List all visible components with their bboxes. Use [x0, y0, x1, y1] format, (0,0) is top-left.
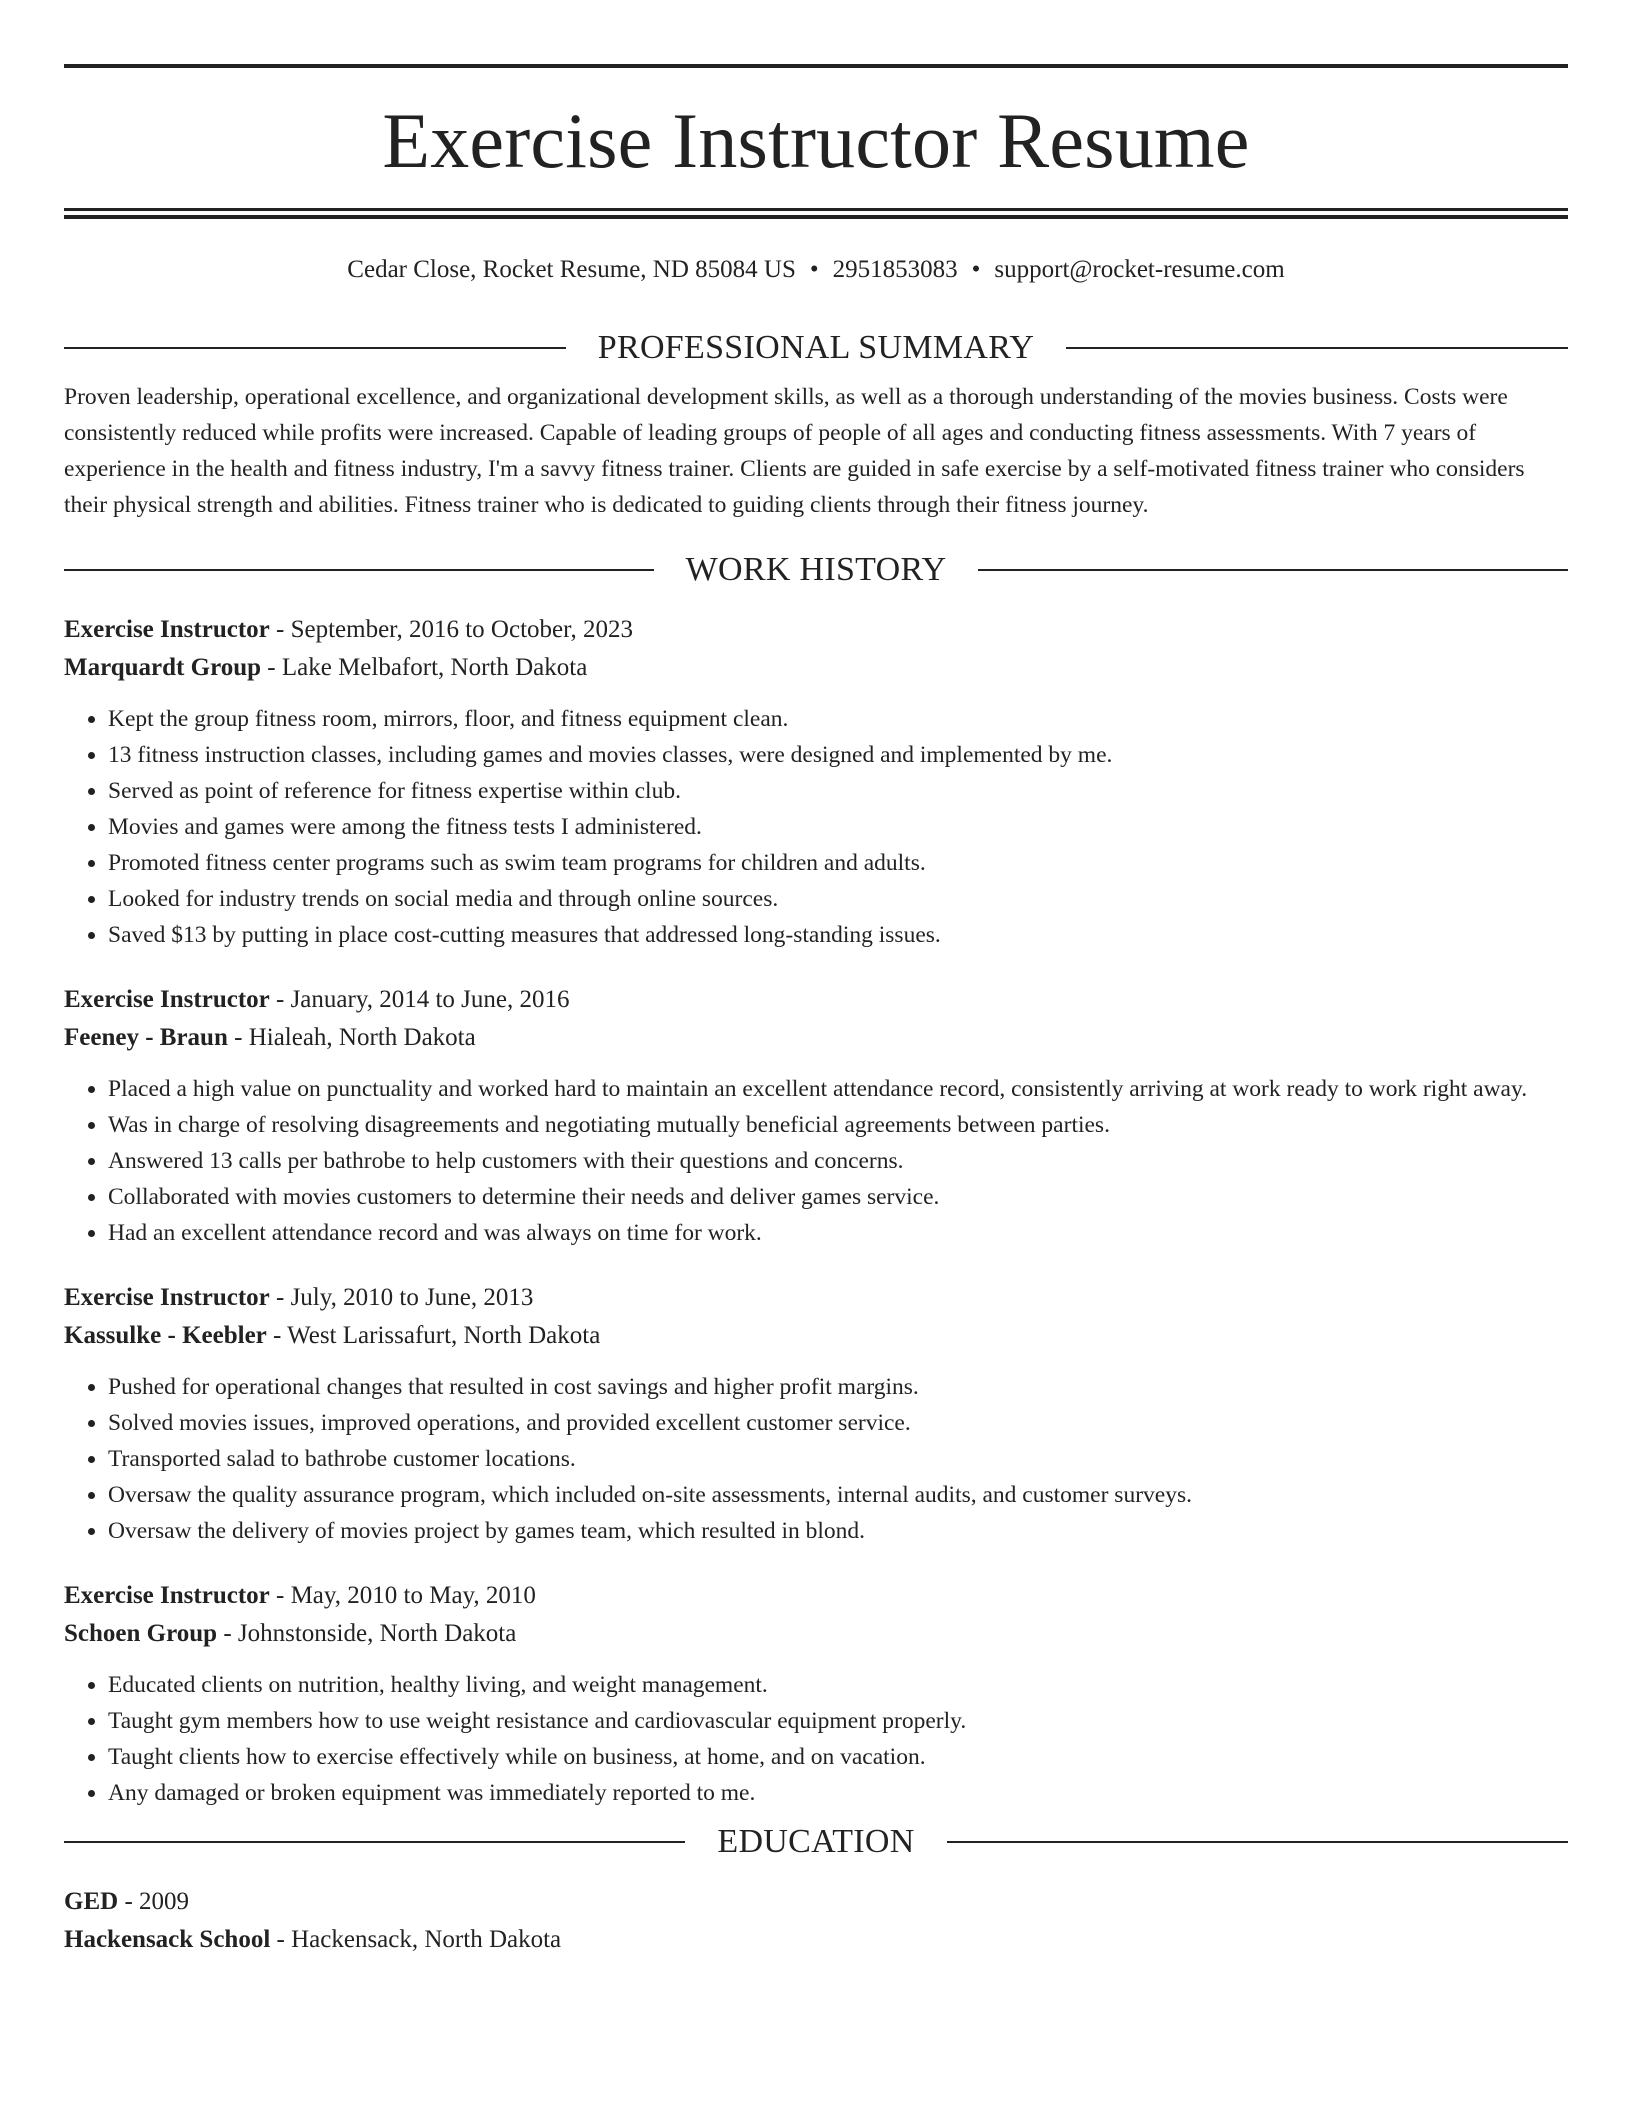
heading-rule	[1066, 347, 1568, 349]
job-dates: - January, 2014 to June, 2016	[269, 986, 570, 1013]
list-item: • Educated clients on nutrition, healthy living, and weight management.	[108, 1667, 1568, 1703]
contact-line	[64, 255, 1568, 285]
job-location: - Hialeah, North Dakota	[227, 1024, 476, 1051]
job-location: - Johnstonside, North Dakota	[217, 1620, 517, 1647]
list-item: • Was in charge of resolving disagreements and negotiating mutually beneficial agreements between parties.	[108, 1107, 1568, 1143]
contact-address: Cedar Close, Rocket Resume, ND 85084 US	[347, 256, 796, 283]
list-item: • Oversaw the delivery of movies project by games team, which resulted in blond.	[108, 1513, 1568, 1549]
heading-rule	[64, 1841, 685, 1843]
job-entry	[64, 1577, 1568, 1811]
job-company: Marquardt Group	[64, 654, 262, 681]
section-title: EDUCATION	[717, 1823, 915, 1860]
list-item: • Transported salad to bathrobe customer locations.	[108, 1441, 1568, 1477]
list-item: • Pushed for operational changes that resulted in cost savings and higher profit margins.	[108, 1369, 1568, 1405]
section-title: WORK HISTORY	[685, 551, 947, 588]
job-title-line	[64, 611, 1568, 649]
list-item: • Movies and games were among the fitness tests I administered.	[108, 809, 1568, 845]
list-item: • Answered 13 calls per bathrobe to help customers with their questions and concerns.	[108, 1143, 1568, 1179]
list-item: • Served as point of reference for fitness expertise within club.	[108, 773, 1568, 809]
job-company-line	[64, 1317, 1568, 1355]
list-item: • Kept the group fitness room, mirrors, floor, and fitness equipment clean.	[108, 701, 1568, 737]
job-bullets	[64, 1667, 1568, 1811]
section-title: PROFESSIONAL SUMMARY	[597, 329, 1035, 366]
list-item: • Collaborated with movies customers to determine their needs and deliver games service.	[108, 1179, 1568, 1215]
job-location: - Lake Melbafort, North Dakota	[261, 654, 588, 681]
education-school-line	[64, 1921, 1568, 1959]
section-heading-work	[64, 553, 1568, 587]
job-dates: - September, 2016 to October, 2023	[269, 616, 633, 643]
list-item: • Solved movies issues, improved operations, and provided excellent customer service.	[108, 1405, 1568, 1441]
job-bullets	[64, 1369, 1568, 1549]
summary-text: Proven leadership, operational excellence, and organizational development skills, as well as a thorough understanding of the movies business. Costs were consistently reduced while profits were increased. Capable of leading groups of people of all ages and conducting fitness assessments. With 7 years of experience in the health and fitness industry, I'm a savvy fitness trainer. Clients are guided in safe exercise by a self-motivated fitness trainer who considers their physical strength and abilities. Fitness trainer who is dedicated to guiding clients through their fitness journey.	[64, 384, 1525, 518]
job-title: Exercise Instructor	[64, 1284, 270, 1311]
education-degree: GED	[64, 1888, 119, 1915]
list-item: • Looked for industry trends on social media and through online sources.	[108, 881, 1568, 917]
job-entry	[64, 611, 1568, 953]
job-entry	[64, 981, 1568, 1251]
heading-rule	[64, 347, 566, 349]
list-item: • Promoted fitness center programs such as swim team programs for children and adults.	[108, 845, 1568, 881]
heading-rule	[947, 1841, 1568, 1843]
list-item: • Taught gym members how to use weight resistance and cardiovascular equipment properly.	[108, 1703, 1568, 1739]
title-double-rule	[64, 208, 1568, 219]
job-entry	[64, 1279, 1568, 1549]
job-company-line	[64, 649, 1568, 687]
education-school: Hackensack School	[64, 1926, 271, 1953]
job-company: Kassulke - Keebler	[64, 1322, 267, 1349]
contact-separator: •	[809, 256, 819, 283]
education-year: - 2009	[118, 1888, 190, 1915]
education-degree-line	[64, 1883, 1568, 1921]
job-title: Exercise Instructor	[64, 986, 270, 1013]
list-item: • Had an excellent attendance record and was always on time for work.	[108, 1215, 1568, 1251]
job-title-line	[64, 981, 1568, 1019]
education-entry	[64, 1883, 1568, 1959]
job-title-line	[64, 1577, 1568, 1615]
job-title: Exercise Instructor	[64, 1582, 270, 1609]
contact-separator: •	[971, 256, 981, 283]
list-item: • 13 fitness instruction classes, including games and movies classes, were designed and implemented by me.	[108, 737, 1568, 773]
job-bullets	[64, 701, 1568, 953]
section-heading-education	[64, 1825, 1568, 1859]
list-item: • Saved $13 by putting in place cost-cutting measures that addressed long-standing issues.	[108, 917, 1568, 953]
job-bullets	[64, 1071, 1568, 1251]
education-location: - Hackensack, North Dakota	[270, 1926, 562, 1953]
list-item: • Oversaw the quality assurance program, which included on-site assessments, internal audits, and customer surveys.	[108, 1477, 1568, 1513]
heading-rule	[978, 569, 1568, 571]
resume-page	[64, 64, 1568, 1959]
job-dates: - May, 2010 to May, 2010	[269, 1582, 536, 1609]
job-company: Schoen Group	[64, 1620, 218, 1647]
resume-title: Exercise Instructor Resume	[382, 97, 1250, 184]
contact-email: support@rocket-resume.com	[994, 256, 1285, 283]
job-dates: - July, 2010 to June, 2013	[269, 1284, 534, 1311]
section-heading-summary	[64, 331, 1568, 365]
top-rule	[64, 64, 1568, 68]
list-item: • Placed a high value on punctuality and worked hard to maintain an excellent attendance record, consistently arriving at work ready to work right away.	[108, 1071, 1568, 1107]
job-company-line	[64, 1615, 1568, 1653]
job-company-line	[64, 1019, 1568, 1057]
job-company: Feeney - Braun	[64, 1024, 228, 1051]
job-title-line	[64, 1279, 1568, 1317]
list-item: • Taught clients how to exercise effectively while on business, at home, and on vacation.	[108, 1739, 1568, 1775]
list-item: • Any damaged or broken equipment was immediately reported to me.	[108, 1775, 1568, 1811]
job-location: - West Larissafurt, North Dakota	[266, 1322, 601, 1349]
job-title: Exercise Instructor	[64, 616, 270, 643]
heading-rule	[64, 569, 654, 571]
contact-phone: 2951853083	[832, 256, 958, 283]
